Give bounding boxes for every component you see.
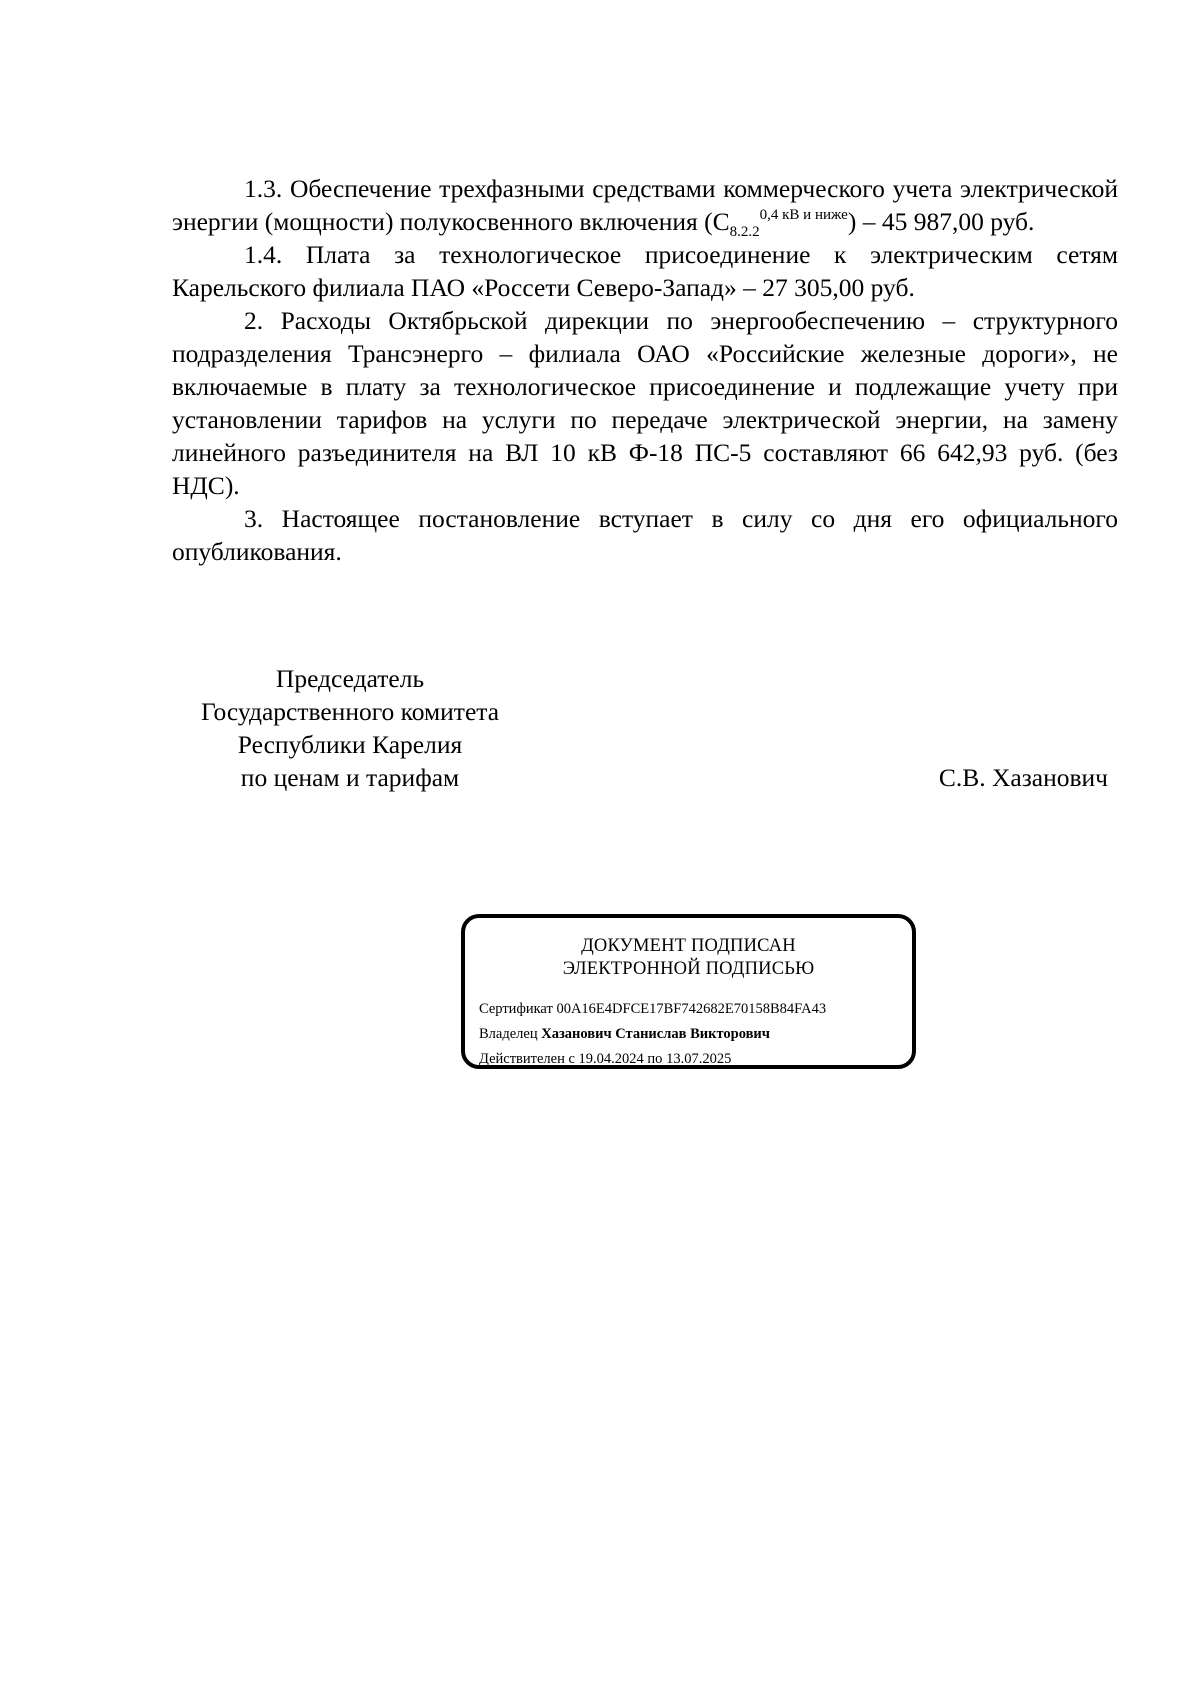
owner-value: Хазанович Станислав Викторович bbox=[541, 1026, 770, 1042]
stamp-title-line-1: ДОКУМЕНТ ПОДПИСАН bbox=[581, 936, 796, 956]
electronic-signature-stamp bbox=[461, 914, 916, 1069]
certificate-value: 00A16E4DFCE17BF742682E70158B84FA43 bbox=[556, 1001, 827, 1017]
signatory-name: С.В. Хазанович bbox=[938, 763, 1108, 792]
stamp-details bbox=[479, 997, 826, 1072]
stamp-owner-line bbox=[479, 1022, 826, 1047]
stamp-validity-line bbox=[479, 1047, 826, 1072]
paragraph-text: Настоящее постановление вступает в силу со дня его официального опубликования. bbox=[172, 504, 1118, 566]
owner-label: Владелец bbox=[479, 1026, 538, 1042]
paragraph-text: Обеспечение трехфазными средствами коммерческого учета электрической энергии (мощности) полукосвенного включения (С bbox=[172, 174, 1119, 236]
paragraph-2 bbox=[172, 304, 1118, 502]
paragraph-number: 1.4. bbox=[244, 240, 283, 269]
stamp-title-line-2: ЭЛЕКТРОННОЙ ПОДПИСЬЮ bbox=[562, 959, 815, 979]
formula-subscript: 8.2.2 bbox=[729, 224, 760, 240]
signatory-title-line: Государственного комитета bbox=[200, 697, 500, 726]
certificate-label: Сертификат bbox=[479, 1001, 553, 1017]
signatory-title bbox=[172, 662, 528, 794]
signatory-title-line: по ценам и тарифам bbox=[240, 763, 460, 792]
paragraph-text-after: ) – 45 987,00 руб. bbox=[847, 207, 1035, 236]
valid-from-date: 19.04.2024 bbox=[578, 1051, 644, 1067]
valid-to-date: 13.07.2025 bbox=[666, 1051, 732, 1067]
document-body bbox=[172, 172, 1118, 568]
signatory-title-line: Председатель bbox=[275, 664, 425, 693]
paragraph-number: 3. bbox=[244, 504, 264, 533]
paragraph-number: 2. bbox=[244, 306, 264, 335]
paragraph-text: Плата за технологическое присоединение к электрическим сетям Карельского филиала ПАО «Россети Северо-Запад» – 27 305,00 руб. bbox=[172, 240, 1119, 302]
stamp-title bbox=[465, 935, 912, 981]
formula-superscript: 0,4 кВ и ниже bbox=[759, 207, 848, 223]
valid-label-to: по bbox=[647, 1051, 663, 1067]
paragraph-text: Расходы Октябрьской дирекции по энергообеспечению – структурного подразделения Трансэнерго – филиала ОАО «Российские железные дороги», не включаемые в плату за технологическое присоединение и подлежащие учету при установлении тарифов на услуги по передаче электрической энергии, на замену линейного разъединителя на ВЛ 10 кВ Ф-18 ПС-5 составляют 66 642,93 руб. (без НДС). bbox=[172, 306, 1118, 500]
stamp-certificate-line bbox=[479, 997, 826, 1022]
paragraph-1-3 bbox=[172, 172, 1118, 238]
valid-label-from: Действителен с bbox=[479, 1051, 575, 1067]
paragraph-1-4 bbox=[172, 238, 1118, 304]
paragraph-number: 1.3. bbox=[244, 174, 283, 203]
paragraph-3 bbox=[172, 502, 1118, 568]
signatory-title-line: Республики Карелия bbox=[237, 730, 463, 759]
